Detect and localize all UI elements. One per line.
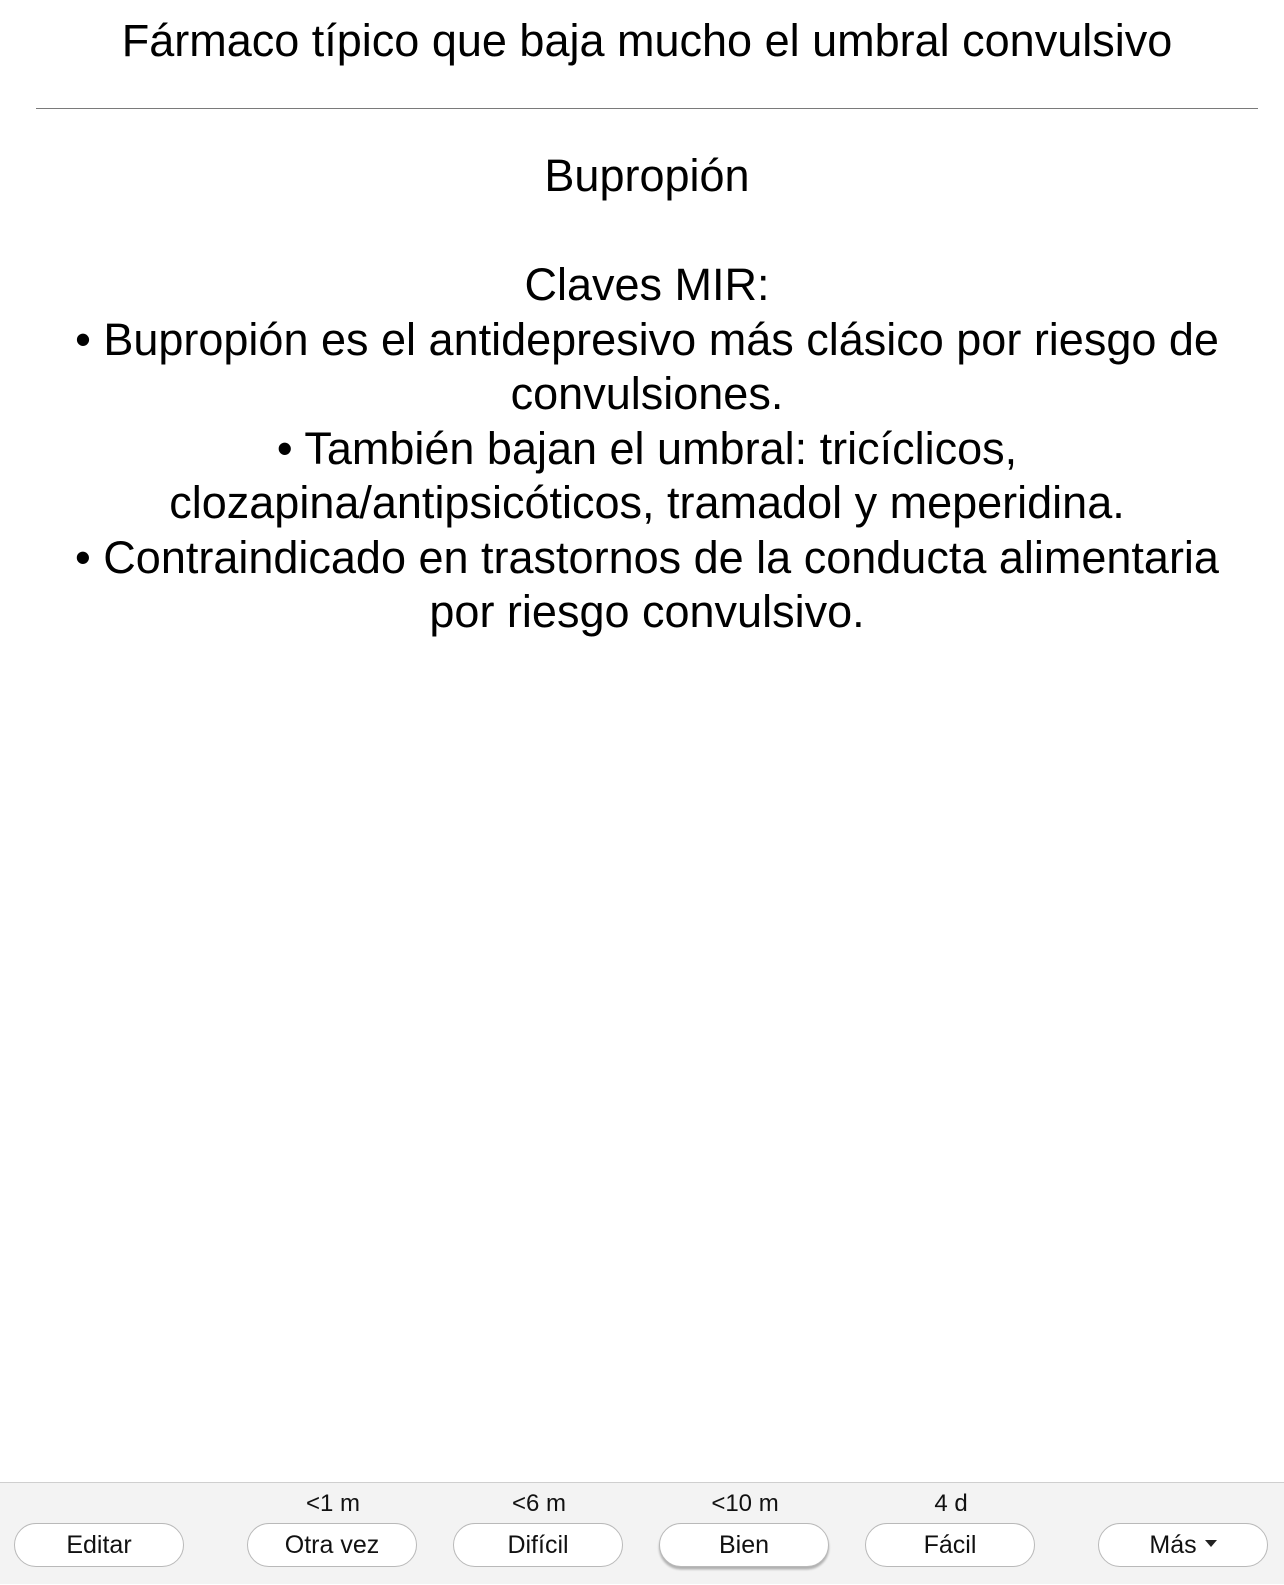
more-button-label: Más [1149, 1530, 1197, 1559]
good-due-time: <10 m [711, 1490, 779, 1517]
note-line: convulsiones. [510, 368, 784, 419]
card-answer [30, 149, 1264, 640]
review-bottom-bar [0, 1482, 1284, 1584]
hard-due-time: <6 m [511, 1490, 567, 1517]
card-front-text: Fármaco típico que baja mucho el umbral convulsivo [121, 15, 1173, 66]
note-line: • También bajan el umbral: tricíclicos, [276, 422, 1018, 474]
chevron-down-icon [1205, 1540, 1217, 1547]
hard-button-group [453, 1483, 625, 1585]
again-button[interactable]: Otra vez [247, 1523, 417, 1567]
answer-spacer [30, 204, 1264, 259]
more-button[interactable] [1098, 1523, 1268, 1567]
edit-button-group [14, 1483, 186, 1585]
easy-button-group [865, 1483, 1037, 1585]
good-button[interactable]: Bien [659, 1523, 829, 1567]
easy-due-time: 4 d [934, 1490, 968, 1517]
answer-divider [36, 108, 1258, 109]
notes-heading: Claves MIR: [524, 259, 770, 310]
hard-button[interactable]: Difícil [453, 1523, 623, 1567]
answer-title: Bupropión [544, 150, 750, 201]
note-line: por riesgo convulsivo. [429, 586, 865, 637]
easy-button[interactable]: Fácil [865, 1523, 1035, 1567]
again-due-time: <1 m [305, 1490, 361, 1517]
good-button-group [659, 1483, 831, 1585]
again-button-group [247, 1483, 419, 1585]
edit-button[interactable]: Editar [14, 1523, 184, 1567]
note-line: • Contraindicado en trastornos de la conducta alimentaria [75, 531, 1219, 583]
more-button-group [1098, 1483, 1270, 1585]
note-line: clozapina/antipsicóticos, tramadol y meperidina. [169, 477, 1125, 528]
note-line: • Bupropión es el antidepresivo más clásico por riesgo de [75, 313, 1219, 365]
